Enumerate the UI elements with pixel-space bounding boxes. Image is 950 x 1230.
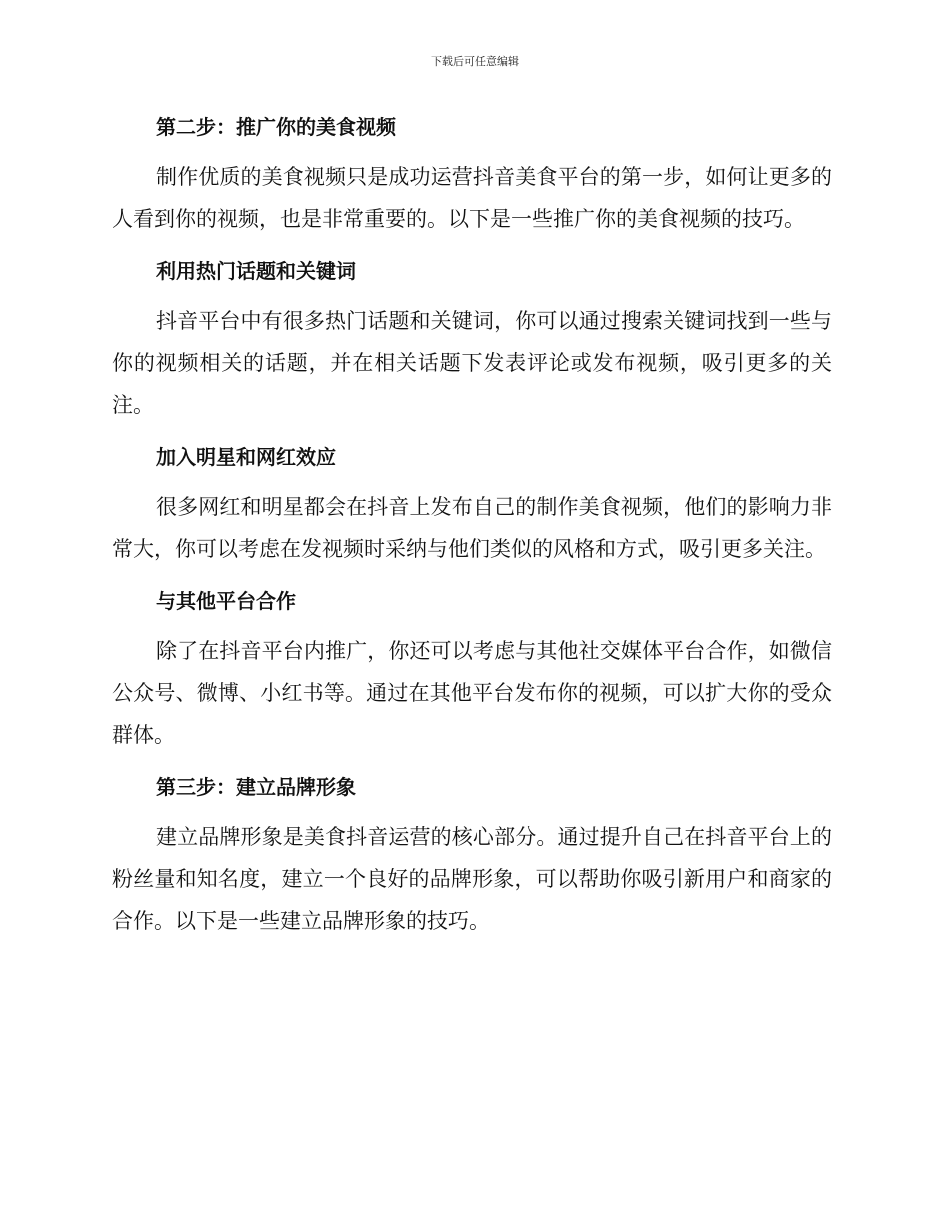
section-heading-platform-cooperation: 与其他平台合作 (156, 589, 296, 613)
section-heading-promote-video: 第二步：推广你的美食视频 (156, 115, 396, 139)
section-paragraph-platform-cooperation: 除了在抖音平台内推广，你还可以考虑与其他社交媒体平台合作，如微信公众号、微博、小红书等。通过在其他平台发布你的视频，可以扩大你的受众群体。 (112, 639, 832, 747)
section-heading-brand-image: 第三步：建立品牌形象 (156, 775, 356, 799)
section-heading-celebrity-effect: 加入明星和网红效应 (156, 445, 336, 469)
page-header: 下载后可任意编辑 (431, 55, 519, 68)
section-paragraph-promote-video: 制作优质的美食视频只是成功运营抖音美食平台的第一步，如何让更多的人看到你的视频，也是非常重要的。以下是一些推广你的美食视频的技巧。 (112, 165, 832, 231)
section-paragraph-celebrity-effect: 很多网红和明星都会在抖音上发布自己的制作美食视频，他们的影响力非常大，你可以考虑在发视频时采纳与他们类似的风格和方式，吸引更多关注。 (112, 495, 832, 561)
section-paragraph-hot-topics: 抖音平台中有很多热门话题和关键词，你可以通过搜索关键词找到一些与你的视频相关的话题，并在相关话题下发表评论或发布视频，吸引更多的关注。 (112, 309, 832, 417)
section-heading-hot-topics: 利用热门话题和关键词 (156, 259, 356, 283)
document-body (112, 110, 832, 942)
section-paragraph-brand-image: 建立品牌形象是美食抖音运营的核心部分。通过提升自己在抖音平台上的粉丝量和知名度，建立一个良好的品牌形象，可以帮助你吸引新用户和商家的合作。以下是一些建立品牌形象的技巧。 (112, 825, 832, 933)
